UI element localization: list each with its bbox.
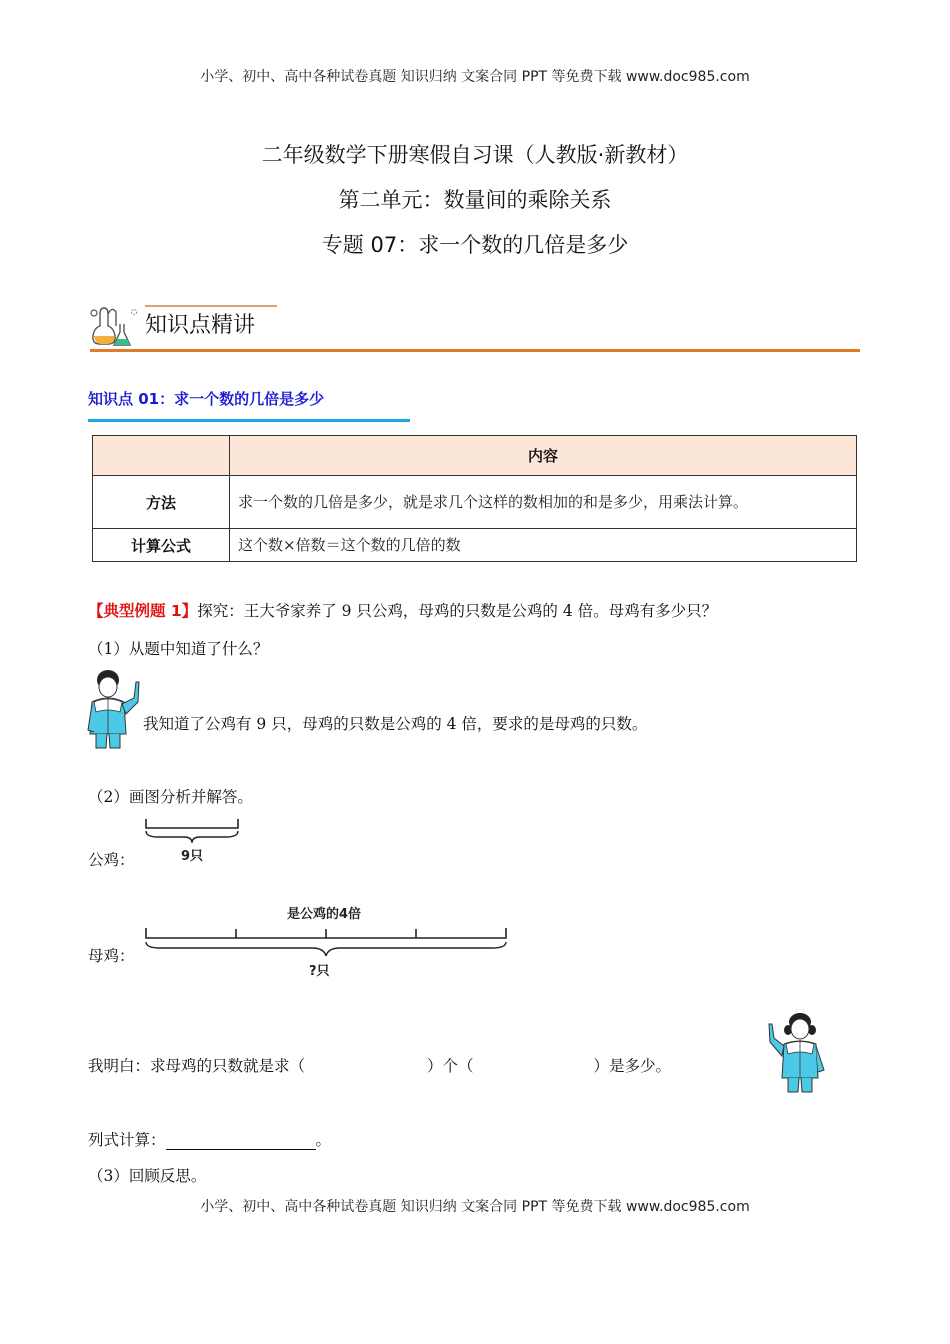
- rooster-bar: [140, 815, 250, 845]
- hen-top-note: 是公鸡的4倍: [287, 907, 362, 922]
- hen-bar: [140, 922, 515, 962]
- knowledge-point-underline: [88, 419, 410, 422]
- row-content: 求一个数的几倍是多少，就是求几个这样的数相加的和是多少，用乘法计算。: [230, 476, 857, 529]
- table-row: [93, 476, 857, 529]
- girl-illustration-icon: [768, 1010, 832, 1094]
- section-label: 知识点精讲: [145, 313, 256, 338]
- unit-title: 第二单元：数量间的乘除关系: [338, 188, 612, 212]
- section-heading: [88, 300, 860, 352]
- understand-suffix: ）是多少。: [593, 1057, 672, 1075]
- calc-end: 。: [315, 1131, 332, 1149]
- section-divider: [90, 349, 860, 352]
- knowledge-point-title: 知识点 01：求一个数的几倍是多少: [88, 390, 325, 408]
- boy-speech: 我知道了公鸡有 9 只，母鸡的只数是公鸡的 4 倍，要求的是母鸡的只数。: [143, 715, 648, 733]
- example-question: [88, 599, 717, 621]
- step3-label: （3）回顾反思。: [88, 1167, 207, 1185]
- hen-value: ?只: [309, 964, 330, 979]
- example-question-text: 探究：王大爷家养了 9 只公鸡，母鸡的只数是公鸡的 4 倍。母鸡有多少只？: [197, 602, 718, 620]
- understand-middle: ）个（: [427, 1057, 474, 1075]
- boy-illustration-icon: [86, 668, 144, 750]
- lab-flask-icon: [90, 304, 142, 350]
- calc-answer-blank[interactable]: [166, 1133, 316, 1150]
- row-label: 计算公式: [93, 529, 230, 562]
- header-banner: 小学、初中、高中各种试卷真题 知识归纳 文案合同 PPT 等免费下载 www.doc985.com: [200, 69, 750, 85]
- footer-banner: 小学、初中、高中各种试卷真题 知识归纳 文案合同 PPT 等免费下载 www.doc985.com: [200, 1199, 750, 1215]
- rooster-value: 9只: [181, 849, 204, 864]
- table-row: [93, 529, 857, 562]
- table-header-cell: [93, 436, 230, 476]
- row-content: 这个数×倍数＝这个数的几倍的数: [230, 529, 857, 562]
- calc-line: [88, 1128, 331, 1150]
- course-title: 二年级数学下册寒假自习课（人教版·新教材）: [261, 143, 689, 167]
- example-tag: 【典型例题 1】: [88, 602, 198, 620]
- table-header-cell: 内容: [230, 436, 857, 476]
- row-label: 方法: [93, 476, 230, 529]
- step2-label: （2）画图分析并解答。: [88, 788, 253, 806]
- understand-line: [88, 1054, 768, 1076]
- table-header-row: [93, 436, 857, 476]
- step1-label: （1）从题中知道了什么？: [88, 640, 269, 658]
- rooster-label: 公鸡：: [88, 851, 135, 869]
- section-top-rule: [145, 305, 277, 307]
- topic-title: 专题 07：求一个数的几倍是多少: [321, 233, 629, 257]
- calc-label: 列式计算：: [88, 1131, 166, 1149]
- knowledge-table: [92, 435, 857, 562]
- understand-prefix: 我明白：求母鸡的只数就是求（: [88, 1057, 306, 1075]
- hen-label: 母鸡：: [88, 947, 135, 965]
